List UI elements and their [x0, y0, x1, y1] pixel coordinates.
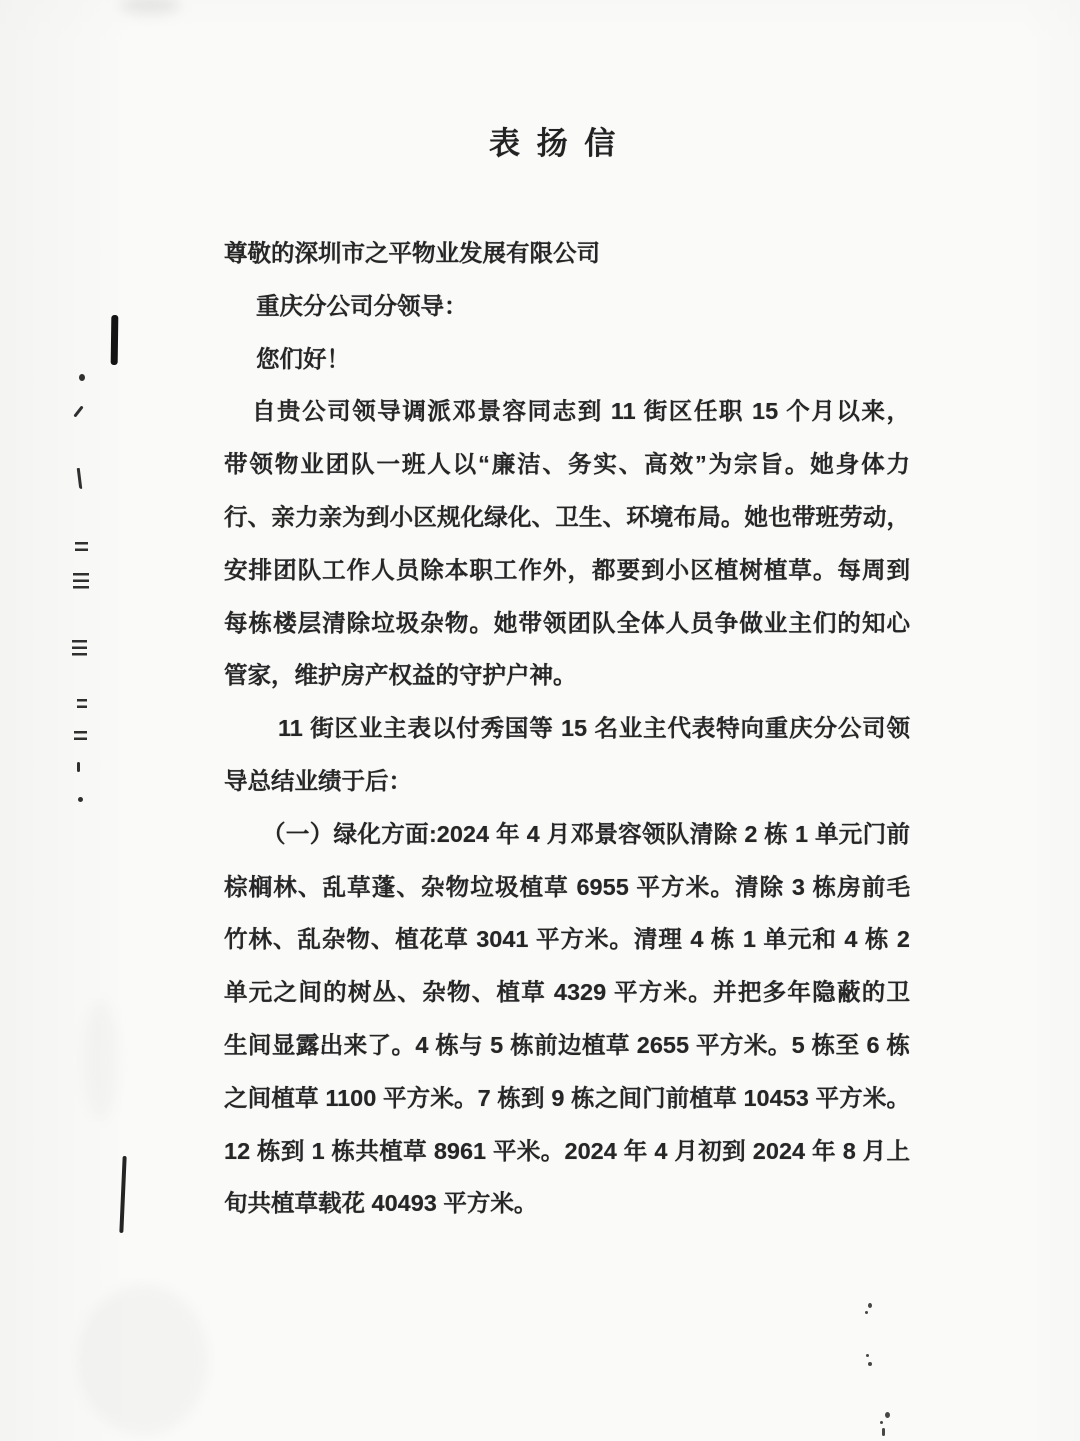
scan-speck [885, 1412, 890, 1418]
scan-speck [868, 1303, 872, 1308]
scan-speck [882, 1428, 885, 1436]
letter-line: 12 栋到 1 栋共植草 8961 平米。2024 年 4 月初到 2024 年 8 月上 [224, 1137, 910, 1164]
scan-mark-vertical-bar [111, 315, 119, 365]
letter-line: 行、亲力亲为到小区规化绿化、卫生、环境布局。她也带班劳动， [224, 503, 910, 530]
letter-line: 11 街区业主表以付秀国等 15 名业主代表特向重庆分公司领 [278, 715, 910, 742]
letter-line: 旬共植草载花 40493 平方米。 [224, 1190, 538, 1217]
scan-speck [868, 1362, 872, 1366]
letter-line: 安排团队工作人员除本职工作外，都要到小区植树植草。每周到 [224, 556, 910, 583]
letter-line: 生间显露出来了。4 栋与 5 栋前边植草 2655 平方米。5 栋至 6 栋 [224, 1031, 910, 1058]
letter-line: 竹林、乱杂物、植花草 3041 平方米。清理 4 栋 1 单元和 4 栋 2 [224, 926, 910, 953]
scan-speck [880, 1421, 883, 1424]
letter-body [224, 227, 910, 1230]
letter-line: 带领物业团队一班人以“廉洁、务实、高效”为宗旨。她身体力 [224, 451, 910, 478]
scan-ink-fragment [74, 731, 87, 744]
letter-line-recipient: 尊敬的深圳市之平物业发展有限公司 [224, 240, 600, 266]
scan-mark-pen-stroke [119, 1156, 126, 1233]
scan-ink-fragment [73, 405, 83, 417]
letter-line: 每栋楼层清除垃圾杂物。她带领团队全体人员争做业主们的知心 [224, 609, 910, 636]
scan-ink-fragment [79, 374, 85, 381]
scan-speck [865, 1311, 868, 1314]
scan-speck [866, 1354, 869, 1357]
scan-ink-fragment [73, 573, 89, 591]
scan-ghost-smudge [84, 1000, 118, 1120]
letter-line: 棕榈林、乱草蓬、杂物垃圾植草 6955 平方米。清除 3 栋房前毛 [224, 873, 910, 900]
letter-line: 之间植草 1100 平方米。7 栋到 9 栋之间门前植草 10453 平方米。 [224, 1084, 910, 1111]
letter-line: 自贵公司领导调派邓景容同志到 11 街区任职 15 个月以来， [252, 398, 910, 425]
scan-ink-fragment [72, 640, 87, 658]
scan-ink-fragment [77, 468, 83, 489]
scan-ink-fragment [75, 542, 88, 555]
scan-ink-fragment [77, 762, 80, 772]
scan-ink-fragment [78, 797, 83, 802]
letter-line: 导总结业绩于后： [224, 767, 412, 794]
letter-line: 单元之间的树丛、杂物、植草 4329 平方米。并把多年隐蔽的卫 [224, 979, 910, 1006]
letter-line-branch: 重庆分公司分领导： [256, 292, 468, 319]
letter-line: 管家，维护房产权益的守护户神。 [224, 662, 577, 689]
letter-line-greeting: 您们好！ [256, 345, 350, 372]
letter-line-section-greening: （一）绿化方面:2024 年 4 月邓景容领队清除 2 栋 1 单元门前 [262, 820, 910, 847]
scan-ghost-smudge [78, 1285, 208, 1435]
scan-ink-fragment [77, 699, 87, 711]
letter-title: 表 扬 信 [489, 126, 616, 161]
scan-ghost-smudge [120, 0, 180, 14]
